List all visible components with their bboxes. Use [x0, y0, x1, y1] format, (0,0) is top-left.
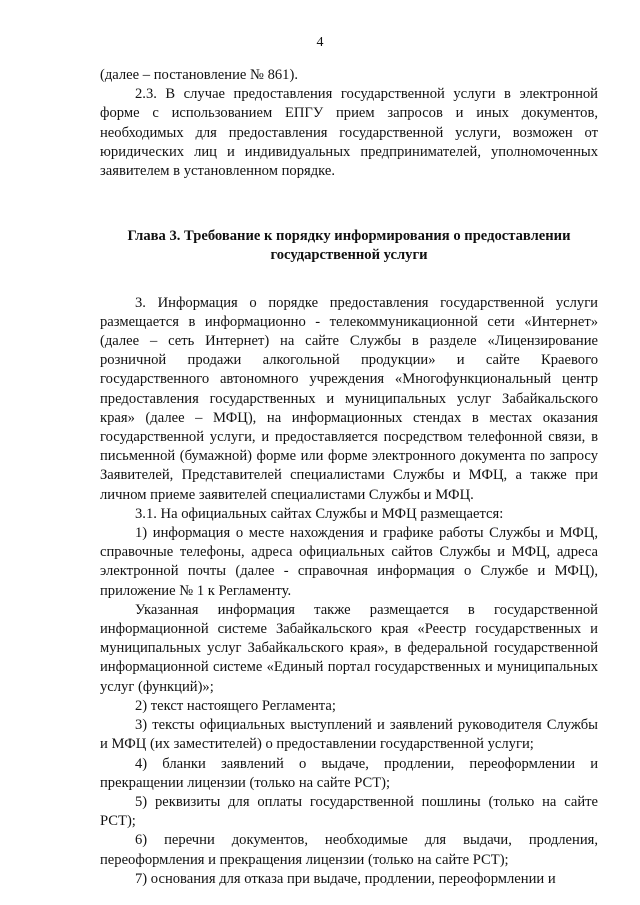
list-item-6: 6) перечни документов, необходимые для выдачи, продления, переоформления и прекращения лицензии (только на сайте РСТ);	[100, 832, 598, 868]
chapter-heading: Глава 3. Требование к порядку информирования о предоставлении государственной услуги	[127, 228, 571, 264]
list-item-1: 1) информация о месте нахождения и графике работы Службы и МФЦ, справочные телефоны, адреса официальных сайтов Службы и МФЦ, адреса электронной почты (далее - справочная информация о Службе и МФЦ), приложение № 1 к Регламенту.	[100, 525, 598, 599]
paragraph-info-also: Указанная информация также размещается в государственной информационной системе Забайкальского края «Реестр государственных и муниципальных услуг Забайкальского края», в федеральной государственной информационной системе «Единый портал государственных и муниципальных услуг (функций)»;	[100, 601, 598, 695]
list-item-5: 5) реквизиты для оплаты государственной пошлины (только на сайте РСТ);	[100, 793, 598, 830]
list-item-7: 7) основания для отказа при выдаче, продлении, переоформлении и	[135, 870, 556, 887]
paragraph-2-3: 2.3. В случае предоставления государственной услуги в электронной форме с использованием ЕПГУ прием запросов и иных документов, необходимых для предоставления государственной услуги, возможен от юридических лиц и индивидуальных предпринимателей, уполномоченных заявителем в установленном порядке.	[100, 86, 598, 180]
paragraph-3-1: 3.1. На официальных сайтах Службы и МФЦ размещается:	[135, 505, 504, 522]
paragraph-continuation: (далее – постановление № 861).	[100, 67, 298, 83]
page-number: 4	[316, 35, 324, 50]
list-item-2: 2) текст настоящего Регламента;	[135, 697, 336, 714]
list-item-4: 4) бланки заявлений о выдаче, продлении, переоформлении и прекращении лицензии (только на сайте РСТ);	[100, 755, 598, 791]
paragraph-3: 3. Информация о порядке предоставления государственной услуги размещается в информационно - телекоммуникационной сети «Интернет» (далее – сеть Интернет) на сайте Службы в разделе «Лицензирование розничной продажи алкогольной продукции» и сайте Краевого государственного автономного учреждения «Многофункциональный центр предоставления государственных и муниципальных услуг Забайкальского края» (далее – МФЦ), на информационных стендах в местах оказания государственной услуги, и предоставляется посредством телефонной связи, в письменной (бумажной) форме или форме электронного документа по запросу Заявителей, Представителей специалистами Службы и МФЦ, а также при личном приеме заявителей специалистами Службы и МФЦ.	[100, 294, 598, 503]
list-item-3: 3) тексты официальных выступлений и заявлений руководителя Службы и МФЦ (их заместителей) о предоставлении государственной услуги;	[100, 717, 598, 753]
document-body	[100, 66, 598, 889]
